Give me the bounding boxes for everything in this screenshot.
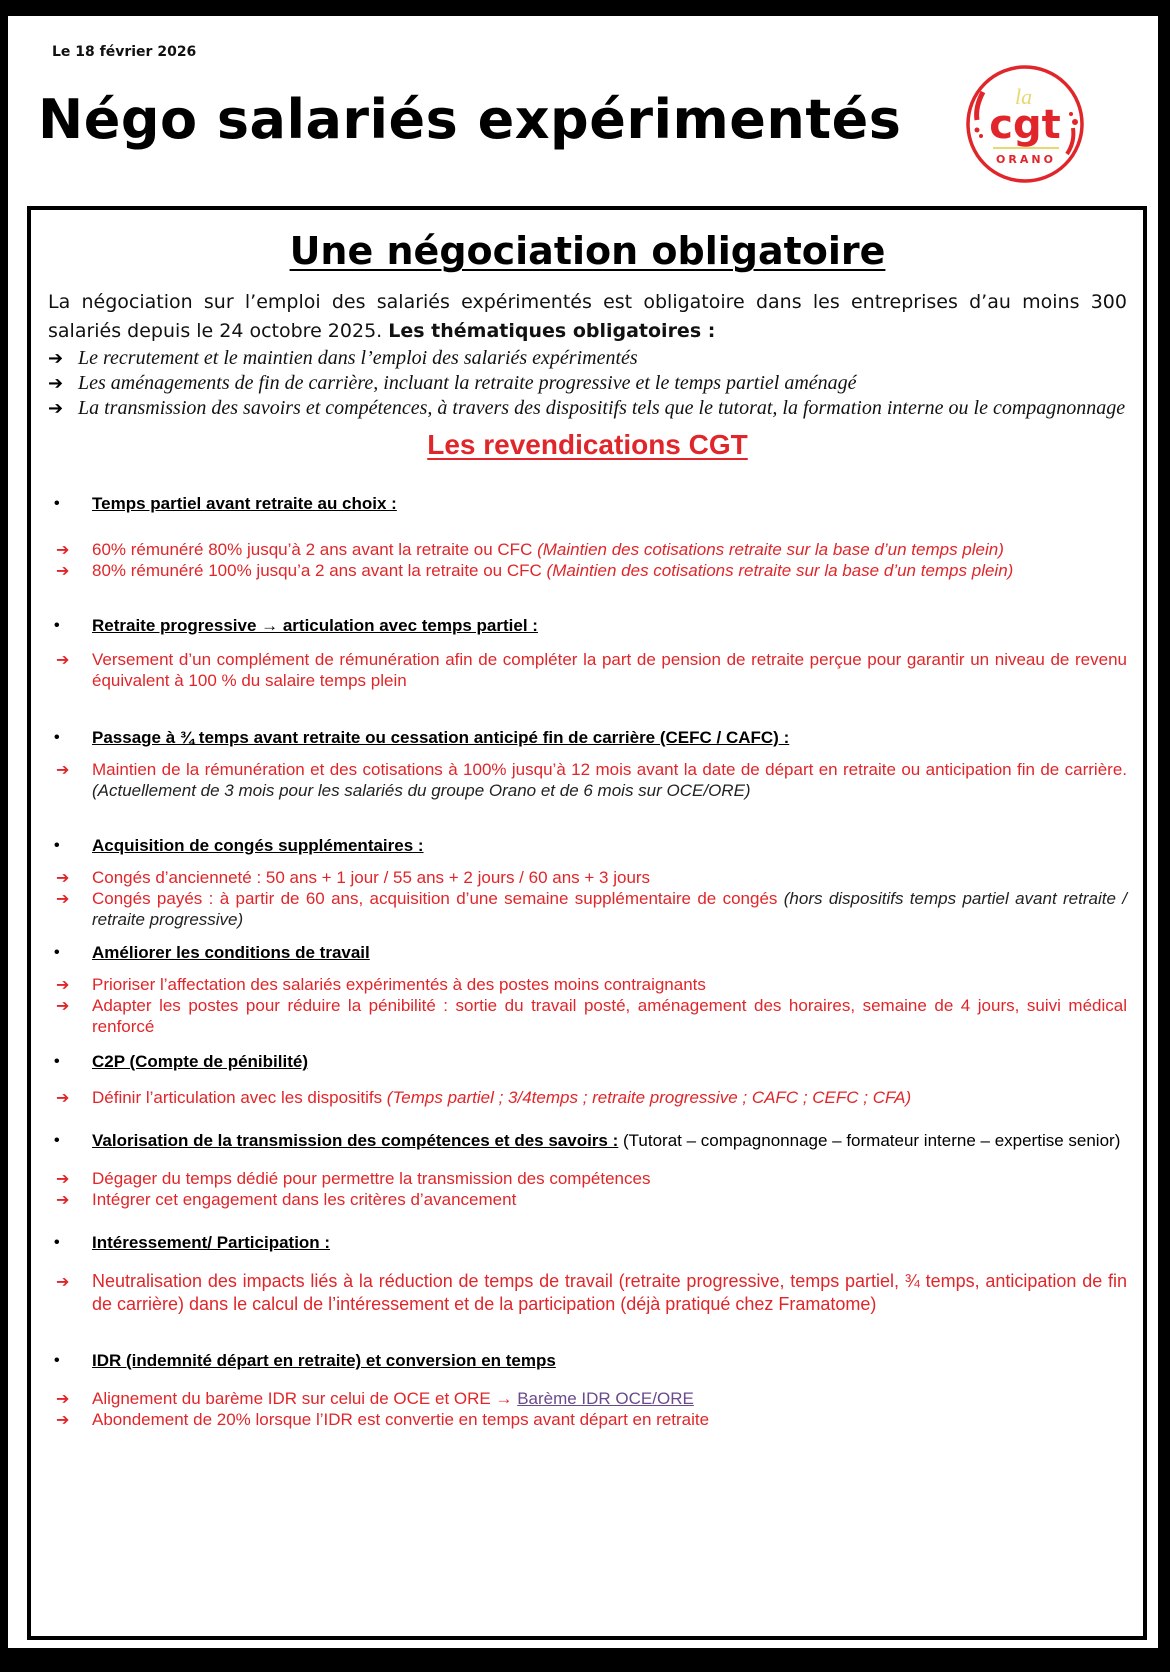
- claim-section: [48, 1130, 1127, 1210]
- arrow-icon: ➔: [56, 889, 70, 908]
- arrow-icon: ➔: [56, 1190, 70, 1209]
- arrow-icon: ➔: [56, 975, 70, 994]
- claim-section: [48, 1232, 1127, 1316]
- claim-section: [48, 835, 1127, 930]
- arrow-icon: ➔: [56, 868, 70, 887]
- content-box: [27, 206, 1147, 1640]
- claim-item: ➔ 80% rémunéré 100% jusqu’a 2 ans avant la retraite ou CFC (Maintien des cotisations retraite sur la base d’un temps plein): [56, 561, 1014, 580]
- claim-item: ➔ Neutralisation des impacts liés à la réduction de temps de travail (retraite progressive, temps partiel, ¾ temps, anticipation de fin de carrière) dans le calcul de l’intéressement et de la participation (déjà pratiqué chez Framatome): [56, 1271, 1127, 1314]
- intro-bold: Les thématiques obligatoires :: [388, 320, 716, 342]
- arrow-icon: ➔: [56, 760, 70, 779]
- arrow-icon: ➔: [56, 1088, 70, 1107]
- claim-item: ➔ Abondement de 20% lorsque l’IDR est convertie en temps avant départ en retraite: [56, 1410, 710, 1429]
- arrow-icon: ➔: [56, 561, 70, 580]
- svg-text:ORANO: ORANO: [996, 153, 1056, 166]
- arrow-icon: ➔: [48, 398, 64, 419]
- claim-item: ➔ Intégrer cet engagement dans les critères d’avancement: [56, 1190, 517, 1209]
- arrow-icon: ➔: [56, 1389, 70, 1408]
- claim-item: ➔ Congés payés : à partir de 60 ans, acquisition d’une semaine supplémentaire de congés (hors dispositifs temps partiel avant retraite / retraite progressive): [56, 889, 1127, 929]
- claim-section: [48, 727, 1127, 801]
- intro-text: La négociation sur l’emploi des salariés expérimentés est obligatoire dans les entreprises d’au moins 300 salariés depuis le 24 octobre 2025.: [48, 291, 1127, 342]
- claim-section-title: • C2P (Compte de pénibilité): [54, 1052, 308, 1071]
- bullet-icon: •: [54, 1053, 60, 1070]
- claim-section-title: • Intéressement/ Participation :: [54, 1233, 331, 1252]
- claim-item: ➔ Définir l’articulation avec les dispositifs (Temps partiel ; 3/4temps ; retraite progressive ; CAFC ; CEFC ; CFA): [56, 1088, 912, 1107]
- theme-item: ➔ Les aménagements de fin de carrière, incluant la retraite progressive et le temps partiel aménagé: [48, 372, 857, 394]
- theme-item: ➔ La transmission des savoirs et compétences, à travers des dispositifs tels que le tutorat, la formation interne ou le compagnonnage: [48, 397, 1126, 419]
- themes-list: [48, 346, 1127, 421]
- claim-section-title: • Améliorer les conditions de travail: [54, 943, 370, 962]
- claim-section-title: • IDR (indemnité départ en retraite) et conversion en temps: [54, 1351, 556, 1370]
- bareme-idr-link[interactable]: Barème IDR OCE/ORE: [517, 1389, 694, 1408]
- cgt-orano-logo: [963, 62, 1087, 186]
- section-heading-claims: Les revendications CGT: [427, 429, 748, 460]
- bullet-icon: •: [54, 495, 60, 512]
- arrow-icon: ➔: [56, 1169, 70, 1188]
- intro-paragraph: [48, 288, 1127, 346]
- bullet-icon: •: [54, 729, 60, 746]
- document-date: Le 18 février 2026: [52, 44, 197, 60]
- claim-section-title: • Temps partiel avant retraite au choix :: [54, 494, 397, 513]
- bullet-icon: •: [54, 1132, 60, 1149]
- claim-section-title: • Acquisition de congés supplémentaires :: [54, 836, 424, 855]
- claim-section: [48, 942, 1127, 1037]
- claim-item: ➔ Congés d’ancienneté : 50 ans + 1 jour / 55 ans + 2 jours / 60 ans + 3 jours: [56, 868, 651, 887]
- claim-section: [48, 615, 1127, 691]
- claim-section: [48, 1350, 1127, 1430]
- document-page: [8, 16, 1158, 1648]
- claim-item: ➔ Adapter les postes pour réduire la pénibilité : sortie du travail posté, aménagement des horaires, semaine de 4 jours, suivi médical renforcé: [56, 996, 1127, 1036]
- claim-section-title: • Retraite progressive → articulation avec temps partiel :: [54, 616, 538, 635]
- bullet-icon: •: [54, 1234, 60, 1251]
- claim-section: [48, 1051, 1127, 1108]
- claim-item: ➔ Dégager du temps dédié pour permettre la transmission des compétences: [56, 1169, 651, 1188]
- claim-item: ➔ Prioriser l’affectation des salariés expérimentés à des postes moins contraignants: [56, 975, 706, 994]
- svg-text:la: la: [1015, 84, 1033, 109]
- arrow-icon: ➔: [56, 1272, 70, 1291]
- arrow-icon: ➔: [56, 650, 70, 669]
- svg-text:cgt: cgt: [989, 102, 1061, 148]
- claim-section-title: • Valorisation de la transmission des compétences et des savoirs : (Tutorat – compagnonnage – formateur interne – expertise senior): [54, 1131, 1121, 1150]
- claim-item: ➔ Maintien de la rémunération et des cotisations à 100% jusqu’à 12 mois avant la date de départ en retraite ou anticipation fin de carrière. (Actuellement de 3 mois pour les salariés du groupe Orano et de 6 mois sur OCE/ORE): [56, 760, 1127, 800]
- page-title: Négo salariés expérimentés: [38, 88, 902, 151]
- claim-item: ➔ 60% rémunéré 80% jusqu’à 2 ans avant la retraite ou CFC (Maintien des cotisations retraite sur la base d’un temps plein): [56, 540, 1004, 559]
- claim-section: [48, 493, 1127, 581]
- bullet-icon: •: [54, 1352, 60, 1369]
- arrow-icon: ➔: [48, 348, 64, 369]
- theme-item: ➔ Le recrutement et le maintien dans l’emploi des salariés expérimentés: [48, 347, 638, 369]
- claim-item: ➔ Alignement du barème IDR sur celui de OCE et ORE → Barème IDR OCE/ORE: [56, 1389, 694, 1408]
- section-heading-obligation: Une négociation obligatoire: [289, 229, 886, 273]
- bullet-icon: •: [54, 944, 60, 961]
- bullet-icon: •: [54, 617, 60, 634]
- arrow-icon: ➔: [56, 1410, 70, 1429]
- bullet-icon: •: [54, 837, 60, 854]
- arrow-icon: ➔: [56, 996, 70, 1015]
- claim-section-title: • Passage à ¾ temps avant retraite ou cessation anticipé fin de carrière (CEFC / CAFC) :: [54, 728, 790, 747]
- arrow-icon: ➔: [48, 373, 64, 394]
- arrow-icon: ➔: [56, 540, 70, 559]
- claim-item: ➔ Versement d’un complément de rémunération afin de compléter la part de pension de retraite perçue pour garantir un niveau de revenu équivalent à 100 % du salaire temps plein: [56, 650, 1127, 690]
